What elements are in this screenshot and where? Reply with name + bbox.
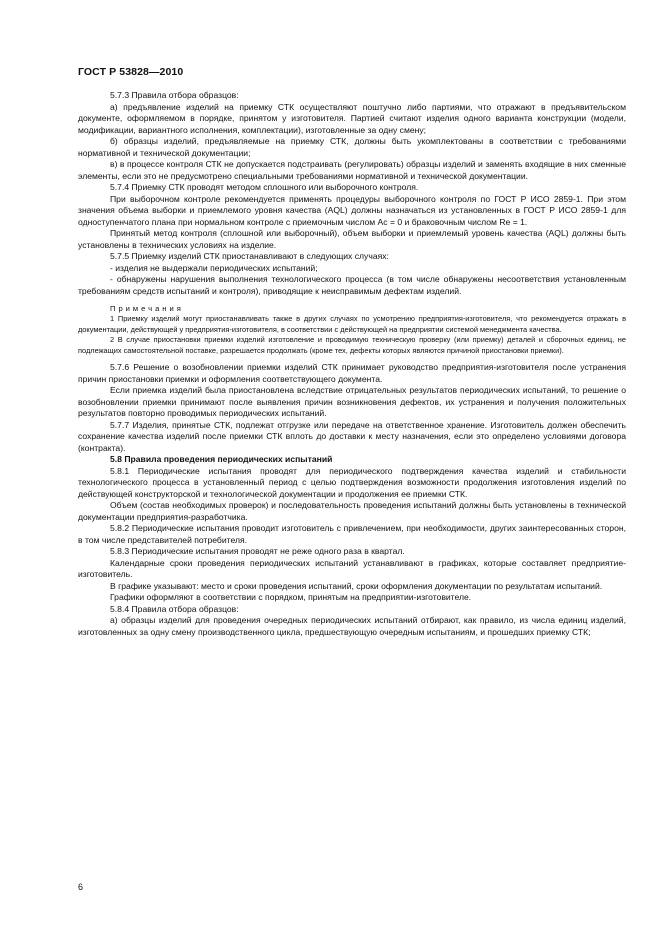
paragraph: 5.8.4 Правила отбора образцов: — [110, 603, 239, 614]
document-body — [78, 90, 626, 638]
paragraph: 5.8.2 Периодические испытания проводит изготовитель с привлечением, при необходимости, других заинтересованных сторон, в том числе представителей потребителя. — [78, 523, 626, 545]
list-item: - изделия не выдержали периодических испытаний; — [110, 262, 318, 273]
page-number: 6 — [78, 882, 84, 892]
paragraph: Если приемка изделий была приостановлена вследствие отрицательных результатов периодических испытаний, то решение о возобновлении приемки принимают после выявления причин возникновения дефектов, их устранения и получения положительных результатов повторно проводимых периодических испытаний. — [78, 385, 626, 418]
standard-designation: ГОСТ Р 53828—2010 — [78, 66, 184, 78]
paragraph: Календарные сроки проведения периодических испытаний устанавливают в графиках, которые составляет предприятие-изготовитель. — [78, 557, 626, 579]
paragraph: б) образцы изделий, предъявляемые на приемку СТК, должны быть укомплектованы в соответствии с требованиями нормативной и технической документации; — [78, 136, 626, 158]
paragraph: При выборочном контроле рекомендуется применять процедуры выборочного контроля по ГОСТ Р ИСО 2859-1. При этом значения объема выборки и приемлемого уровня качества (AQL) должны назначаться из установленных в ГОСТ Р ИСО 2859-1 для одноступенчатого плана при нормальном контроле с приемочным числом Ас = 0 и браковочным числом Re = 1. — [78, 193, 626, 227]
paragraph: а) предъявление изделий на приемку СТК осуществляют поштучно либо партиями, что отражают в предъявительском документе, оформляемом в порядке, принятом у изготовителя. Партией считают изделия одного варианта конструкции (модели, модификации, вариантного исполнения, комплектации), изготовленные за одну смену; — [78, 101, 626, 135]
paragraph: в) в процессе контроля СТК не допускается подстраивать (регулировать) образцы изделий и заменять входящие в них сменные элементы, если это не предусмотрено специальными требованиями нормативной и технической документации. — [78, 159, 626, 181]
paragraph: Объем (состав необходимых проверок) и последовательность проведения испытаний должны быть установлены в технической документации предприятия-разработчика. — [78, 500, 626, 522]
paragraph: 5.7.4 Приемку СТК проводят методом сплошного или выборочного контроля. — [110, 182, 419, 192]
notes-title: Примечания — [110, 304, 184, 313]
list-item: - обнаружены нарушения выполнения технологического процесса (в том числе обнаружены несоответствия установленным требованиям средств испытаний и контроля), приводящие к неисправимым дефектам изделий. — [78, 274, 626, 296]
paragraph: 5.8.3 Периодические испытания проводят не реже одного раза в квартал. — [110, 546, 405, 556]
paragraph: 5.7.6 Решение о возобновлении приемки изделий СТК принимает руководство предприятия-изготовителя после устранения причин приостановки приемки и оформления соответствующего документа. — [78, 362, 626, 384]
paragraph: 5.7.3 Правила отбора образцов: — [110, 90, 239, 100]
paragraph: 5.7.5 Приемку изделий СТК приостанавливают в следующих случаях: — [110, 251, 389, 261]
note-item: 2 В случае приостановки приемки изделий изготовление и проводимую техническую проверку (или приемку) деталей и сборочных единиц, не подлежащих самостоятельной поставке, разрешается продолжать (кроме тех, дефекты которых являются причиной приостановки приемки). — [78, 335, 626, 355]
paragraph: Принятый метод контроля (сплошной или выборочный), объем выборки и приемлемый уровень качества (AQL) должны быть установлены в технических условиях на изделие. — [78, 228, 626, 250]
paragraph: 5.7.7 Изделия, принятые СТК, подлежат отгрузке или передаче на ответственное хранение. Изготовитель должен обеспечить сохранение качества изделий после приемки СТК вплоть до доставки к месту назначения, если это определено условиями договора (контракта). — [78, 419, 626, 453]
paragraph: В графике указывают: место и сроки проведения испытаний, сроки оформления документации по результатам испытаний. — [110, 580, 603, 591]
note-item: 1 Приемку изделий могут приостанавливать также в других случаях по усмотрению предприятия-изготовителя, что рекомендуется отражать в документации, действующей у предприятия-изготовителя, в соответствии с действующей на предприятии системой менеджмента качества. — [78, 314, 626, 334]
paragraph: а) образцы изделий для проведения очередных периодических испытаний отбирают, как правило, из числа единиц изделий, изготовленных за одну смену производственного цикла, предшествующую очередным испытаниям, и прошедших приемку СТК; — [78, 615, 626, 637]
section-heading: 5.8 Правила проведения периодических испытаний — [110, 454, 333, 464]
paragraph: Графики оформляют в соответствии с порядком, принятым на предприятии-изготовителе. — [110, 592, 472, 602]
paragraph: 5.8.1 Периодические испытания проводят для периодического подтверждения качества изделий и стабильности технологического процесса в установленный период с целью подтверждения возможности продолжения изготовления изделий по действующей конструкторской и технологической документации и продолжения ее приемки СТК. — [78, 465, 626, 499]
